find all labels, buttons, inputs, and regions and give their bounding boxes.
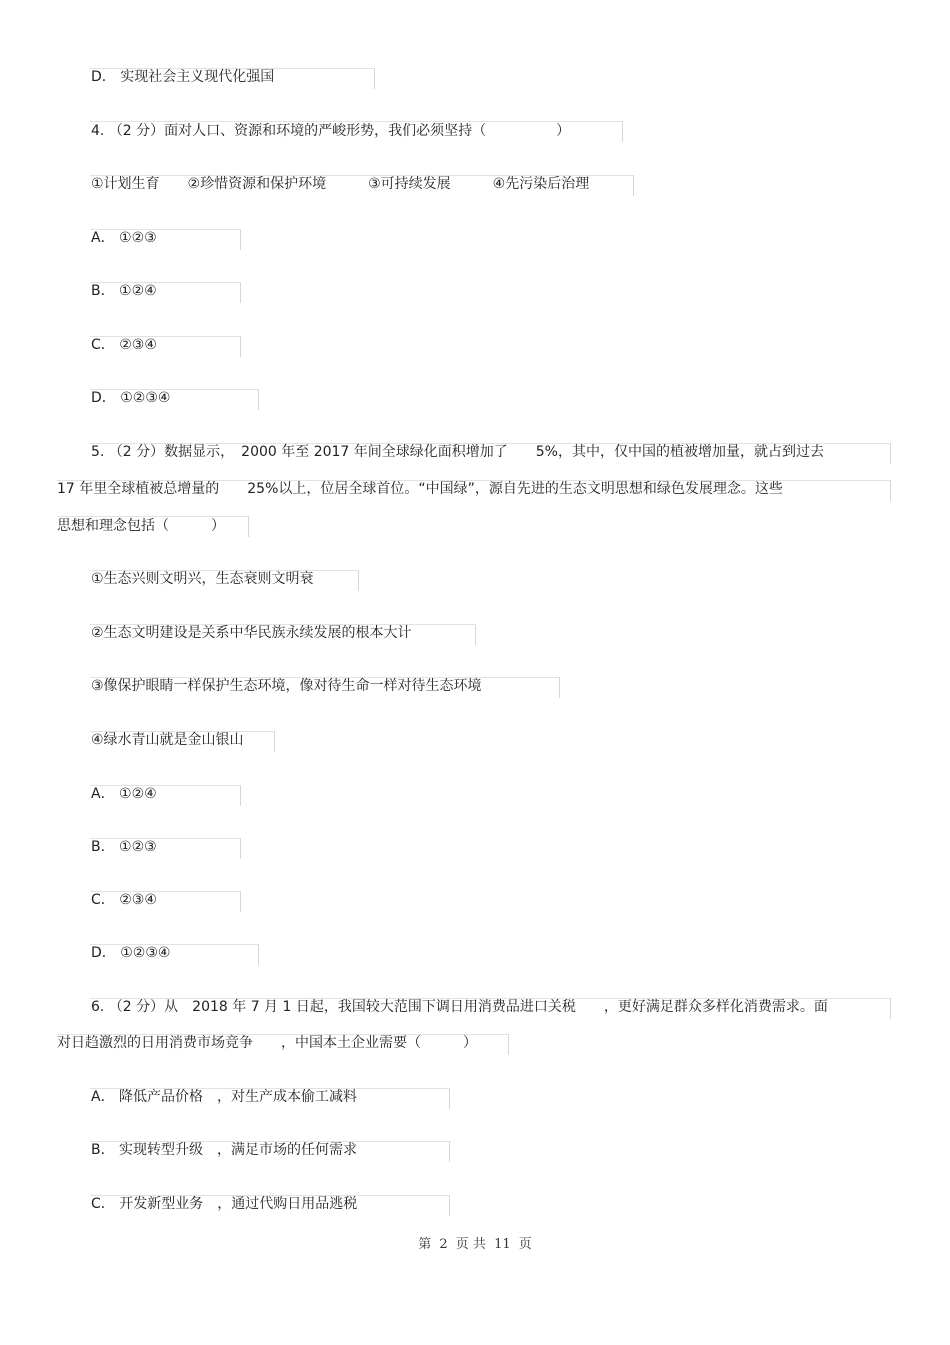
question-4-option-d: D． ①②③④: [91, 390, 171, 406]
question-6-stem-line-1: 6. （2 分）从 2018 年 7 月 1 日起，我国较大范围下调日用消费品进口关税 ，更好满足群众多样化消费需求。面: [91, 999, 828, 1015]
footer-prefix: 第: [418, 1237, 432, 1252]
question-5-item-2: ②生态文明建设是关系中华民族永续发展的根本大计: [91, 625, 412, 641]
footer-middle: 页 共: [455, 1237, 486, 1252]
page-footer: [0, 1233, 950, 1252]
question-4-items: ①计划生育 ②珍惜资源和保护环境 ③可持续发展 ④先污染后治理: [91, 176, 590, 192]
question-5-option-a: A． ①②④: [91, 786, 157, 802]
question-6-option-a: A． 降低产品价格 ，对生产成本偷工减料: [91, 1089, 358, 1105]
question-5-item-1: ①生态兴则文明兴，生态衰则文明衰: [91, 571, 314, 587]
question-5-item-3: ③像保护眼睛一样保护生态环境，像对待生命一样对待生态环境: [91, 678, 482, 694]
question-4-option-b: B． ①②④: [91, 283, 157, 299]
footer-total-pages: 11: [494, 1237, 511, 1252]
question-5-stem-line-1: 5. （2 分）数据显示， 2000 年至 2017 年间全球绿化面积增加了 5%，其中，仅中国的植被增加量，就占到过去: [91, 444, 824, 460]
footer-page-number: 2: [439, 1237, 448, 1252]
question-6-option-b: B． 实现转型升级 ，满足市场的任何需求: [91, 1142, 358, 1158]
question-5-option-b: B． ①②③: [91, 839, 157, 855]
question-5-stem-line-3: 思想和理念包括（ ）: [57, 518, 225, 534]
question-4-option-a: A． ①②③: [91, 230, 157, 246]
footer-suffix: 页: [518, 1237, 532, 1252]
question-4-option-c: C． ②③④: [91, 337, 157, 353]
question-5-stem-line-2: 17 年里全球植被总增量的 25%以上，位居全球首位。“中国绿”，源自先进的生态文明思想和绿色发展理念。这些: [57, 481, 783, 497]
question-5-option-c: C． ②③④: [91, 892, 157, 908]
question-3-option-d: D． 实现社会主义现代化强国: [91, 69, 275, 85]
question-5-item-4: ④绿水青山就是金山银山: [91, 732, 244, 748]
question-6-option-c: C． 开发新型业务 ，通过代购日用品逃税: [91, 1196, 358, 1212]
question-4-stem: 4. （2 分）面对人口、资源和环境的严峻形势，我们必须坚持（ ）: [91, 123, 571, 139]
question-5-option-d: D． ①②③④: [91, 945, 171, 961]
question-6-stem-line-2: 对日趋激烈的日用消费市场竞争 ，中国本土企业需要（ ）: [57, 1035, 477, 1051]
